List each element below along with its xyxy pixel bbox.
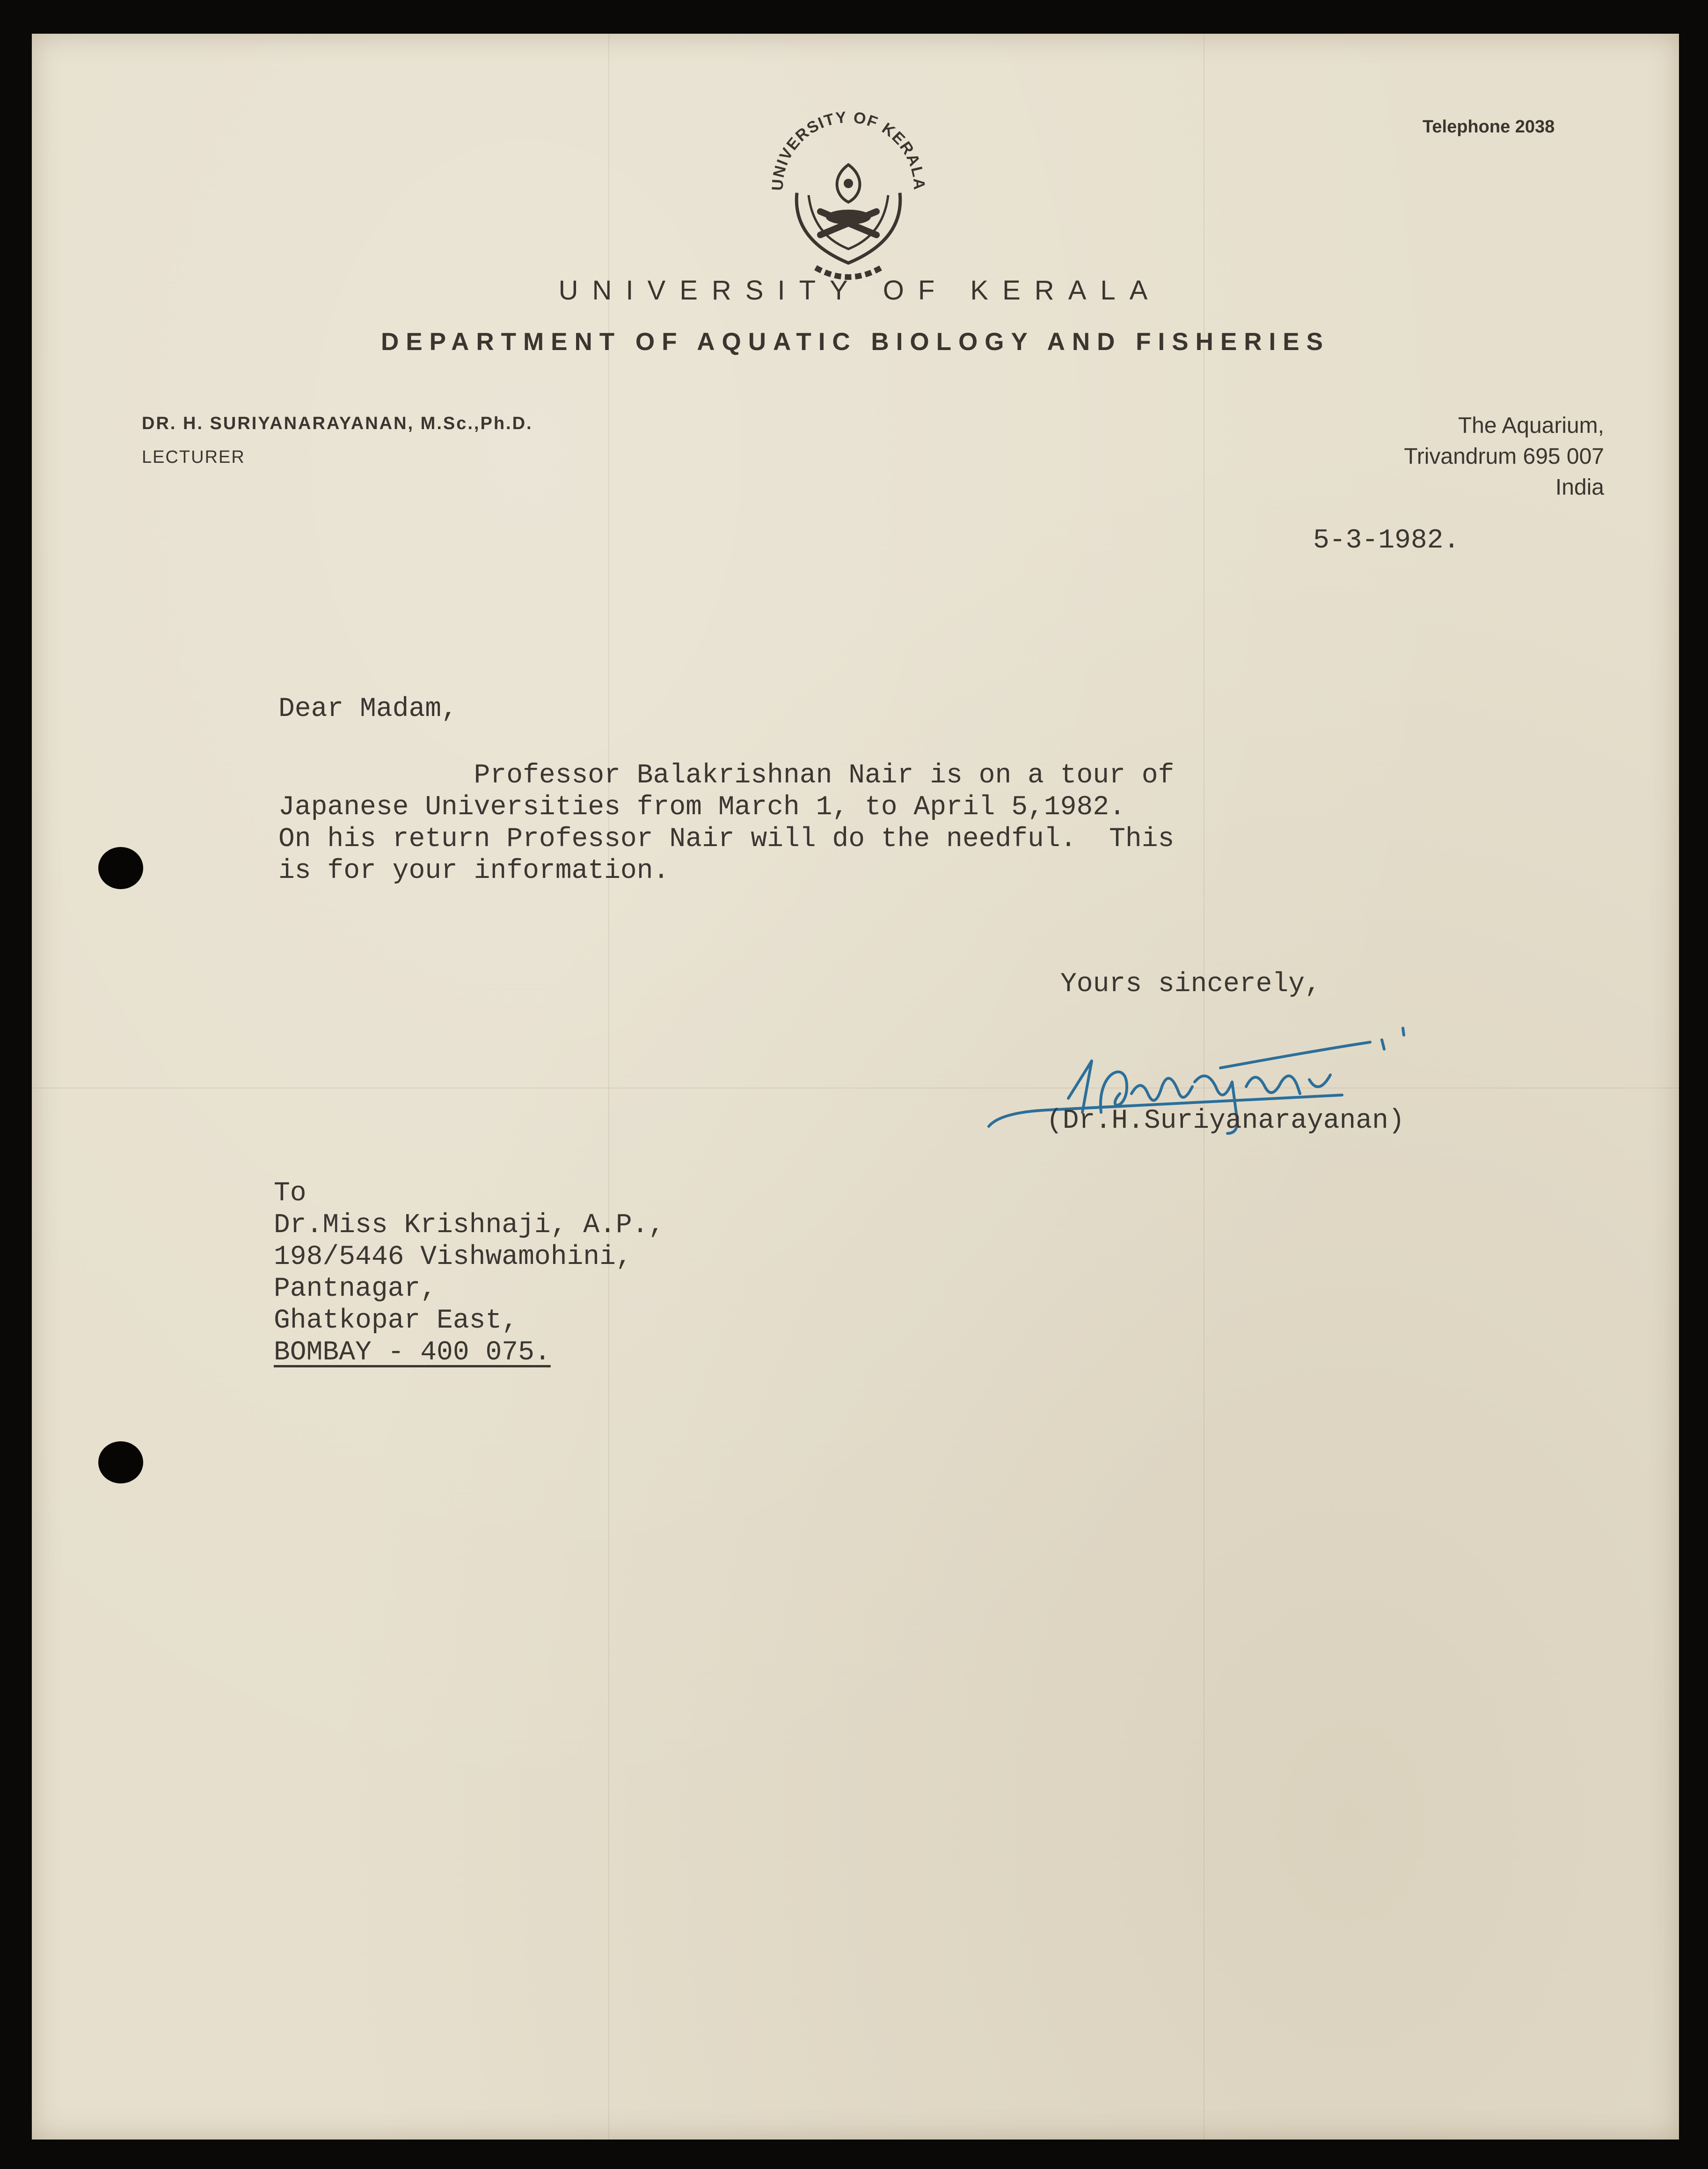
address-line: Trivandrum 695 007 (1404, 444, 1604, 469)
letter-sheet (32, 34, 1679, 2140)
signatory-name: (Dr.H.Suriyanarayanan) (1046, 1106, 1405, 1136)
recipient-address (274, 1210, 664, 1369)
to-label: To (274, 1178, 307, 1209)
address-line: India (1555, 475, 1604, 500)
sender-address (1295, 410, 1604, 503)
letter-body (278, 760, 1174, 887)
recipient-line: Ghatkopar East, (274, 1306, 518, 1336)
author-role: LECTURER (142, 447, 245, 467)
telephone-number: Telephone 2038 (1423, 117, 1555, 137)
department-name: DEPARTMENT OF AQUATIC BIOLOGY AND FISHERIES (381, 328, 1330, 356)
recipient-line: Pantnagar, (274, 1274, 437, 1304)
closing: Yours sincerely, (1060, 969, 1321, 1000)
punch-hole (98, 1441, 143, 1483)
author-name: DR. H. SURIYANARAYANAN, M.Sc.,Ph.D. (142, 414, 533, 433)
recipient-city-line: BOMBAY - 400 075. (274, 1337, 551, 1368)
university-name: UNIVERSITY OF KERALA (558, 275, 1162, 306)
punch-hole (98, 847, 143, 889)
body-line: On his return Professor Nair will do the needful. This (278, 824, 1175, 854)
svg-text:UNIVERSITY OF KERALA: UNIVERSITY OF KERALA (768, 108, 928, 191)
recipient-line: 198/5446 Vishwamohini, (274, 1242, 632, 1272)
salutation: Dear Madam, (278, 694, 458, 724)
recipient-line: Dr.Miss Krishnaji, A.P., (274, 1210, 665, 1241)
letter-date: 5-3-1982. (1313, 526, 1460, 556)
body-line: Professor Balakrishnan Nair is on a tour of (278, 760, 1175, 791)
address-line: The Aquarium, (1458, 413, 1604, 438)
university-seal-icon (764, 95, 933, 291)
body-line: is for your information. (278, 856, 670, 886)
body-line: Japanese Universities from March 1, to April 5,1982. (278, 792, 1125, 823)
